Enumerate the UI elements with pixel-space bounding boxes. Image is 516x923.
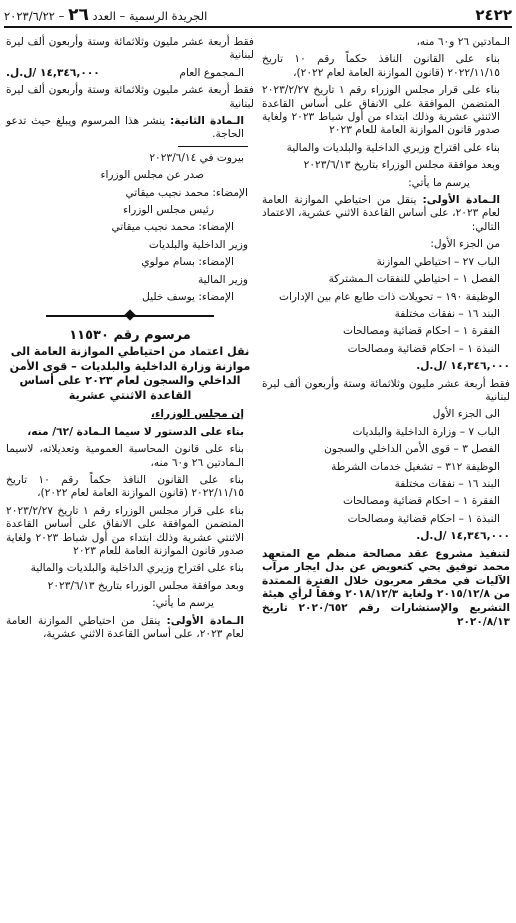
text-paragraph: بناء على القانون النافذ حكماً رقم ١٠ تاريخ ٢٠٢٢/١١/١٥ (قانون الموازنة العامة لعام ٢٠٢٢)، bbox=[262, 53, 500, 79]
right-column bbox=[262, 36, 510, 633]
article-text: ينقل من احتياطي الموازنة العامة لعام ٢٠٢٣، على أساس القاعدة الاثني عشرية، الاعتماد التالي: bbox=[262, 194, 500, 233]
article-text: ينشر هذا المرسوم ويبلغ حيث تدعو الحاجة. bbox=[6, 115, 244, 141]
constitution-line: بناء على الدستور لا سيما الـمادة /٦٢/ منه، bbox=[27, 425, 244, 438]
closing-paragraph: لتنفيذ مشروع عقد مصالحة منظم مع المتعهد محمد توفيق يحي كتعويض عن بدل ايجار مرآب الآليات في مخفر معربون خلال الفترة الممتدة من ٢٠١٥/١٢/٨ ولغاية ٢٠١٨/١٢/٣ وفقاً لرأي هيئة التشريع والإستشارات رقم ٢٠٢٠/٦٥٢ تاريخ ٢٠٢٠/٨/١٣ bbox=[262, 547, 511, 628]
signature-line: الإمضاء: محمد نجيب ميقاتي bbox=[125, 186, 248, 199]
text-paragraph: وبعد موافقة مجلس الوزراء بتاريخ ٢٠٢٣/٦/١٣ bbox=[303, 159, 500, 172]
article-one bbox=[262, 194, 510, 234]
budget-line: البند ١٦ – نفقات مختلفة bbox=[394, 307, 500, 320]
amount-figure: ١٤,٣٤٦,٠٠٠ /ل.ل. bbox=[416, 530, 510, 543]
article-one bbox=[6, 615, 254, 642]
decree-number: مرسوم رقم ١١٥٣٠ bbox=[69, 327, 191, 343]
budget-line: البند ١٦ – نفقات مختلفة bbox=[394, 477, 500, 490]
amount-words: فقط أربعة عشر مليون وثلاثمائة وستة وأربعون ألف ليرة لبنانية bbox=[6, 84, 254, 110]
budget-line: النبذة ١ – احكام قضائية ومصالحات bbox=[347, 342, 500, 355]
decree-subject: نقل اعتماد من احتياطي الموازنة العامة الى موازنة وزارة الداخلية والبلديات – قوى الأمن الداخلي والسجون لعام ٢٠٢٣ على أساس القاعدة الاثنتي عشرية bbox=[9, 344, 251, 402]
budget-line: النبذة ١ – احكام قضائية ومصالحات bbox=[347, 512, 500, 525]
page-header bbox=[4, 4, 512, 28]
official-title: وزير المالية bbox=[197, 273, 248, 286]
article-text: ينقل من احتياطي الموازنة العامة لعام ٢٠٢٣، على أساس القاعدة الاثني عشرية، bbox=[6, 614, 244, 640]
article-label: الـمادة الأولى: bbox=[422, 194, 500, 207]
budget-line: الوظيفة ٣١٢ – تشغيل خدمات الشرطة bbox=[331, 460, 500, 473]
budget-line: الى الجزء الأول bbox=[432, 408, 500, 421]
article-two bbox=[6, 115, 254, 142]
total-amount: ١٤,٣٤٦,٠٠٠ /ل.ل. bbox=[6, 66, 100, 79]
budget-line: الفصل ١ – احتياطي للنفقات الـمشتركة bbox=[328, 273, 500, 286]
text-paragraph: بناء على القانون النافذ حكماً رقم ١٠ تاريخ ٢٠٢٢/١١/١٥ (قانون الموازنة العامة لعام ٢٠٢٢)، bbox=[6, 473, 244, 500]
budget-line: الفصل ٣ – قوى الأمن الداخلي والسجون bbox=[324, 443, 500, 456]
signature-line: الإمضاء: بسام مولوي bbox=[141, 256, 234, 269]
signature-line: الإمضاء: محمد نجيب ميقاتي bbox=[111, 221, 234, 234]
issue-number: ٢٦ bbox=[68, 5, 89, 25]
article-label: الـمادة الثانية: bbox=[170, 115, 244, 128]
official-title: وزير الداخلية والبلديات bbox=[148, 238, 248, 251]
budget-line: من الجزء الأول: bbox=[430, 238, 500, 251]
text-paragraph: وبعد موافقة مجلس الوزراء بتاريخ ٢٠٢٣/٦/١٣ bbox=[47, 579, 244, 592]
place-date: بيروت في ٢٠٢٣/٦/١٤ bbox=[149, 151, 244, 164]
text-paragraph: بناء على اقتراح وزيري الداخلية والبلديات والمالية bbox=[30, 562, 244, 575]
decrees-line: يرسم ما يأتي: bbox=[408, 176, 470, 189]
left-column bbox=[6, 36, 254, 645]
text-paragraph: بناء على اقتراح وزيري الداخلية والبلديات والمالية bbox=[286, 141, 500, 154]
council-line: إن مجلس الوزراء، bbox=[150, 408, 244, 421]
signature-line: الإمضاء: يوسف خليل bbox=[142, 291, 234, 304]
budget-line: الباب ٢٧ – احتياطي الموازنة bbox=[376, 255, 500, 268]
text-paragraph: بناء على قرار مجلس الوزراء رقم ١ تاريخ ٢٠٢٣/٢/٢٧ المتضمن الموافقة على الانفاق على أساس القاعدة الاثنتي عشرية وذلك ابتداء من أول شباط ٢٠٢٣ ولغاية صدور قانون الموازنة العامة للعام ٢٠٢٣ bbox=[262, 84, 500, 137]
text-paragraph: بناء على قانون المحاسبة العمومية وتعديلاته، لاسيما الـمادتين ٢٦ و٦٠ منه، bbox=[6, 443, 244, 469]
official-title: رئيس مجلس الوزراء bbox=[123, 204, 214, 217]
budget-line: الباب ٧ – وزارة الداخلية والبلديات bbox=[352, 425, 500, 438]
total-label: الـمجموع العام bbox=[179, 66, 244, 79]
text-line: الـمادتين ٢٦ و٦٠ منه، bbox=[416, 36, 510, 48]
amount-words: فقط أربعة عشر مليون وثلاثمائة وستة وأربعون ألف ليرة لبنانية bbox=[6, 36, 254, 62]
amount-figure: ١٤,٣٤٦,٠٠٠ /ل.ل. bbox=[416, 360, 510, 373]
budget-line: الفقرة ١ – احكام قضائية ومصالحات bbox=[342, 325, 500, 338]
budget-line: الوظيفة ١٩٠ – تحويلات ذات طابع عام بين الإدارات bbox=[278, 290, 500, 303]
budget-line: الفقرة ١ – احكام قضائية ومصالحات bbox=[342, 495, 500, 508]
page-number: ٢٤٢٢ bbox=[475, 6, 512, 24]
issued-by: صدر عن مجلس الوزراء bbox=[100, 169, 204, 182]
amount-words: فقط أربعة عشر مليون وثلاثمائة وستة وأربعون ألف ليرة لبنانية bbox=[262, 377, 510, 403]
text-paragraph: بناء على قرار مجلس الوزراء رقم ١ تاريخ ٢٠٢٣/٢/٢٧ المتضمن الموافقة على الانفاق على أساس القاعدة الاثنتي عشرية وذلك ابتداء من أول شباط ٢٠٢٣ ولغاية صدور قانون الموازنة العامة للعام ٢٠٢٣ bbox=[6, 504, 244, 557]
article-label: الـمادة الأولى: bbox=[166, 614, 244, 627]
gazette-title bbox=[4, 5, 207, 25]
total-line bbox=[6, 67, 254, 80]
separator bbox=[178, 146, 248, 147]
section-divider bbox=[6, 311, 254, 321]
decrees-line: يرسم ما يأتي: bbox=[152, 597, 214, 610]
gazette-prefix: الجريدة الرسمية – العدد bbox=[92, 9, 208, 23]
issue-date: – ٢٠٢٣/٦/٢٢ bbox=[4, 9, 65, 23]
